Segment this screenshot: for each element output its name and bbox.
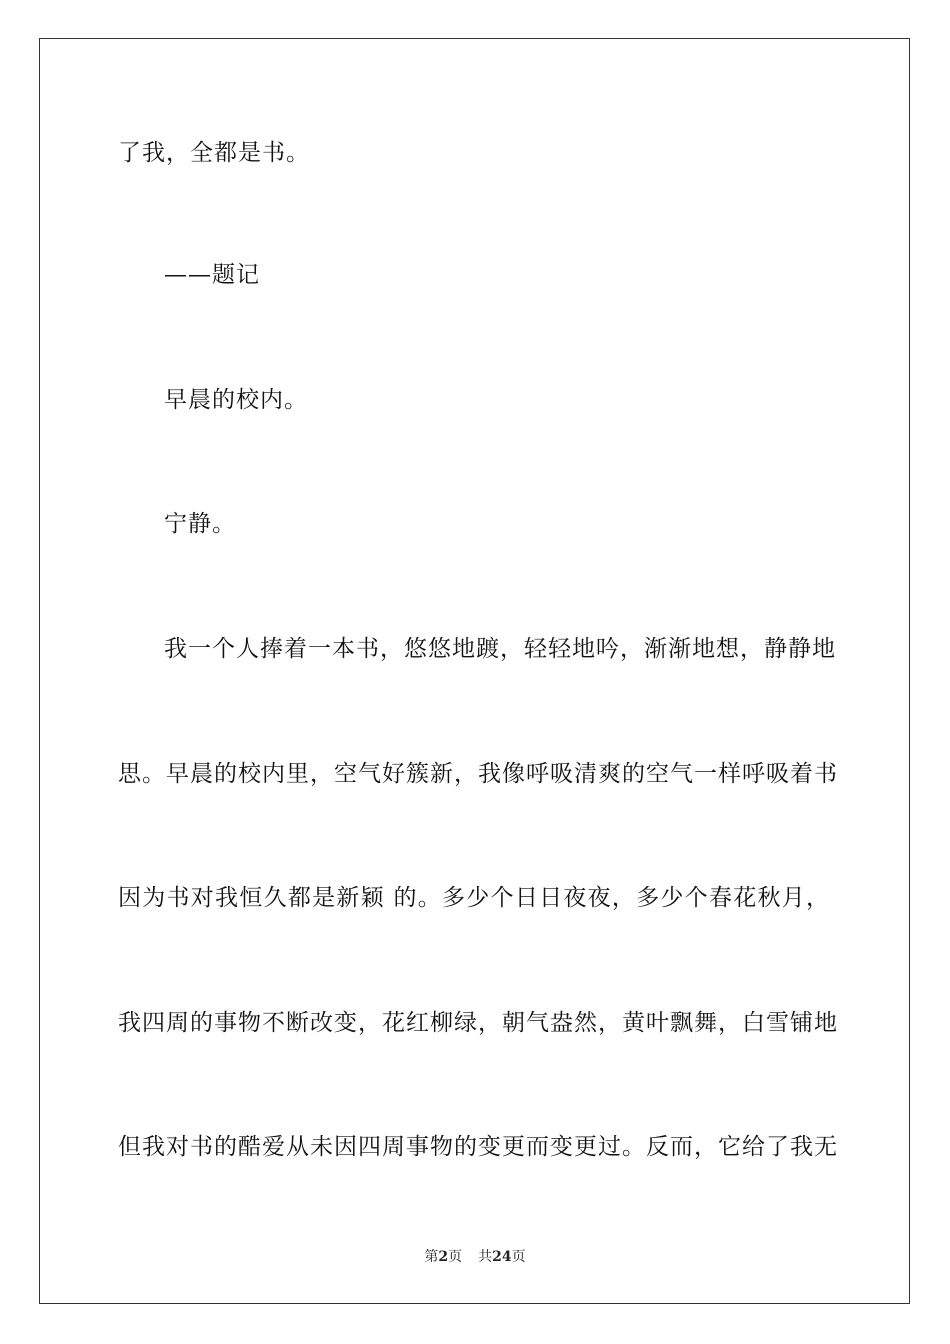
footer-page-suffix: 页 — [448, 1249, 463, 1265]
text-line-7: 因为书对我恒久都是新颖 的。多少个日日夜夜，多少个春花秋月， — [118, 885, 830, 911]
text-line-9: 但我对书的酷爱从未因四周事物的变更而变更过。反而，它给了我无 — [118, 1134, 838, 1160]
text-line-8: 我四周的事物不断改变，花红柳绿，朝气盎然，黄叶飘舞，白雪铺地 — [118, 1010, 838, 1036]
page-border — [39, 38, 910, 1304]
text-line-5: 我一个人捧着一本书，悠悠地踱，轻轻地吟，渐渐地想，静静地 — [164, 636, 836, 662]
page-footer — [0, 1248, 950, 1266]
footer-total-suffix: 页 — [511, 1249, 526, 1265]
footer-page-current: 2 — [438, 1249, 449, 1265]
text-line-3: 早晨的校内。 — [164, 387, 308, 413]
footer-total-prefix: 共 — [478, 1249, 493, 1265]
text-line-1: 了我，全都是书。 — [118, 140, 310, 166]
text-line-6: 思。早晨的校内里，空气好簇新，我像呼吸清爽的空气一样呼吸着书 — [118, 761, 838, 787]
text-line-4: 宁静。 — [164, 511, 236, 537]
footer-page-prefix: 第 — [424, 1249, 439, 1265]
footer-page-total: 24 — [492, 1249, 512, 1265]
text-line-2: ——题记 — [164, 262, 260, 288]
